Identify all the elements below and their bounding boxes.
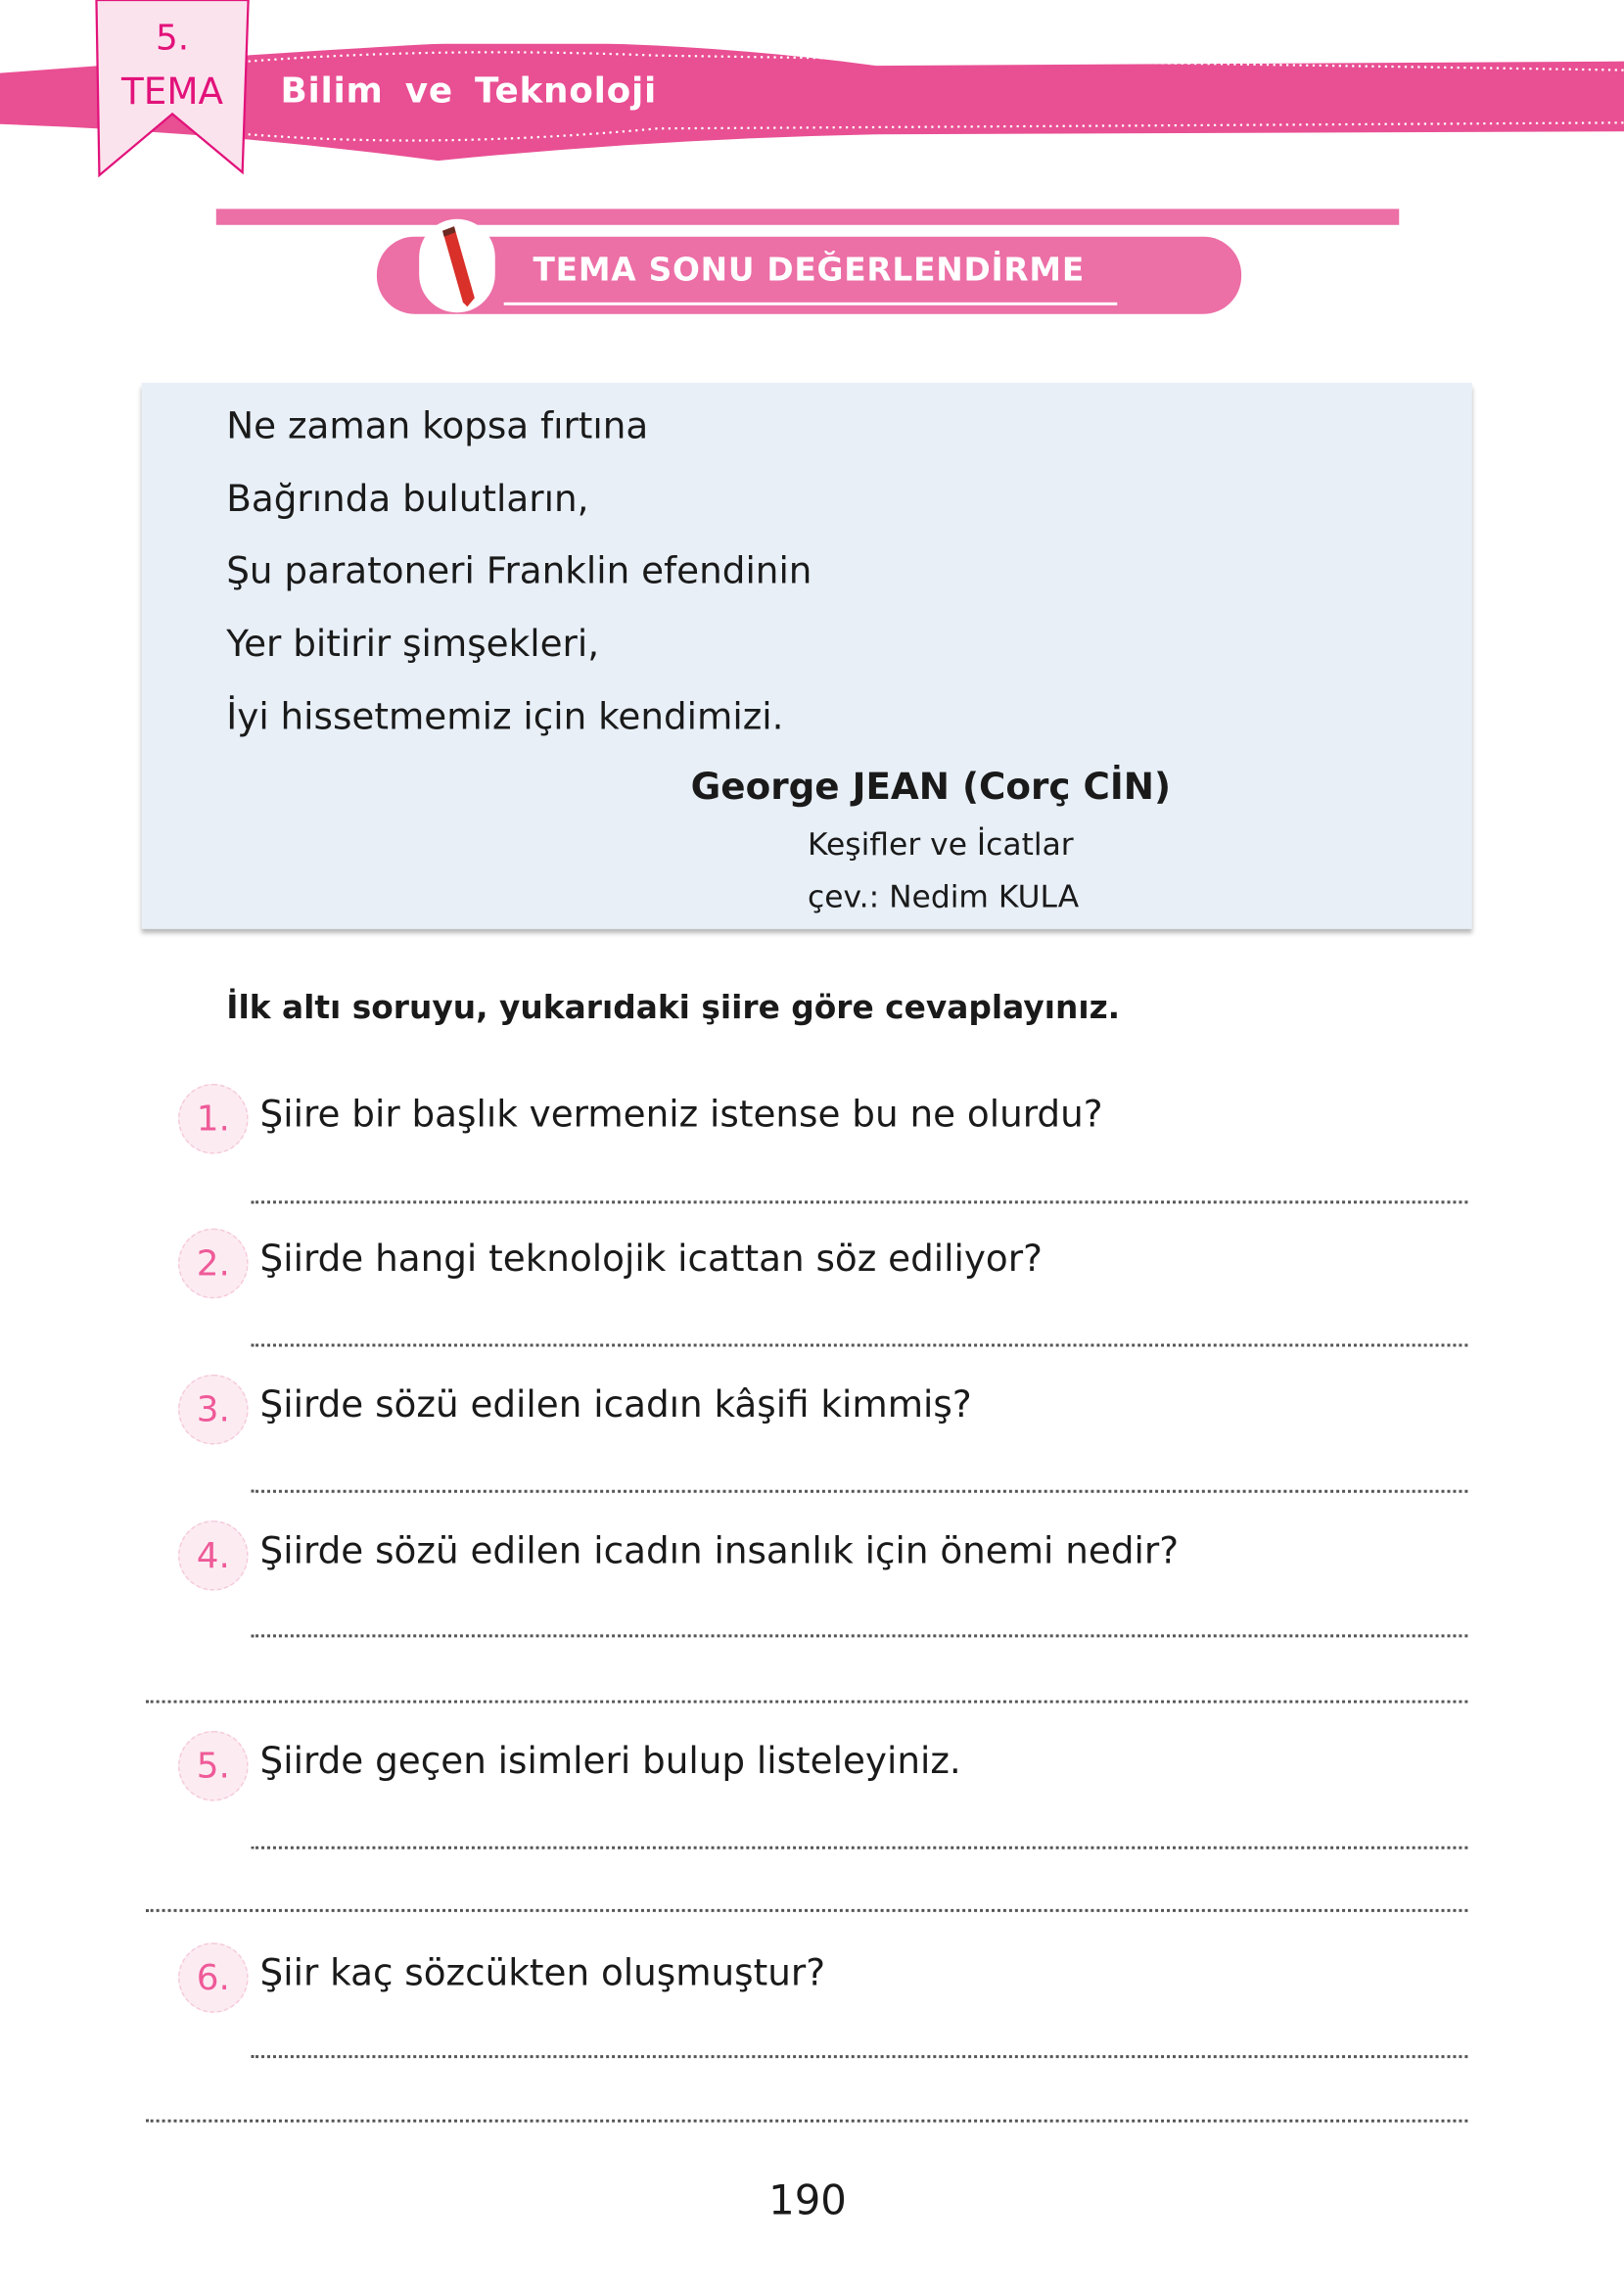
poem-book: Keşifler ve İcatlar — [808, 826, 1074, 863]
question-text: Şiirde sözü edilen icadın insanlık için önemi nedir? — [259, 1529, 1180, 1572]
answer-line[interactable] — [252, 1634, 1468, 1637]
answer-line[interactable] — [252, 1200, 1468, 1203]
question-text: Şiir kaç sözcükten oluşmuştur? — [259, 1951, 826, 1994]
theme-label: TEMA — [121, 70, 224, 113]
poem-line: Şu paratoneri Franklin efendinin — [226, 548, 812, 592]
poem-line: Bağrında bulutların, — [226, 477, 589, 521]
poem-author: George JEAN (Corç CİN) — [690, 765, 1172, 809]
question-text: Şiirde hangi teknolojik icattan söz ediliyor? — [259, 1237, 1043, 1280]
answer-line[interactable] — [146, 1909, 1467, 1912]
question-text: Şiirde sözü edilen icadın kâşifi kimmiş? — [259, 1382, 972, 1426]
section-title: TEMA SONU DEĞERLENDİRME — [533, 253, 1086, 290]
question-number: 4. — [178, 1520, 249, 1591]
instruction: İlk altı soruyu, yukarıdaki şiire göre cevaplayınız. — [226, 990, 1121, 1027]
theme-number: 5. — [155, 17, 190, 59]
section-underline — [504, 303, 1118, 305]
question-text: Şiirde geçen isimleri bulup listeleyiniz. — [259, 1739, 961, 1783]
answer-line[interactable] — [146, 1701, 1467, 1704]
poem-translator: çev.: Nedim KULA — [808, 879, 1080, 914]
answer-line[interactable] — [252, 1490, 1468, 1493]
question-text: Şiire bir başlık vermeniz istense bu ne olurdu? — [259, 1092, 1103, 1136]
theme-title: Bilim ve Teknoloji — [280, 70, 658, 112]
pencil-icon — [419, 219, 495, 312]
page-number: 190 — [768, 2175, 847, 2225]
answer-line[interactable] — [252, 2055, 1468, 2058]
question-number: 5. — [178, 1731, 249, 1801]
answer-line[interactable] — [146, 2120, 1467, 2123]
poem-line: Ne zaman kopsa fırtına — [226, 404, 649, 447]
question-number: 2. — [178, 1229, 249, 1299]
answer-line[interactable] — [252, 1344, 1468, 1347]
question-number: 3. — [178, 1375, 249, 1445]
question-number: 1. — [178, 1084, 249, 1154]
question-number: 6. — [178, 1942, 249, 2013]
poem-line: Yer bitirir şimşekleri, — [226, 622, 600, 665]
answer-line[interactable] — [252, 1847, 1468, 1849]
section-bar — [216, 209, 1399, 224]
poem-line: İyi hissetmemiz için kendimizi. — [226, 695, 784, 738]
